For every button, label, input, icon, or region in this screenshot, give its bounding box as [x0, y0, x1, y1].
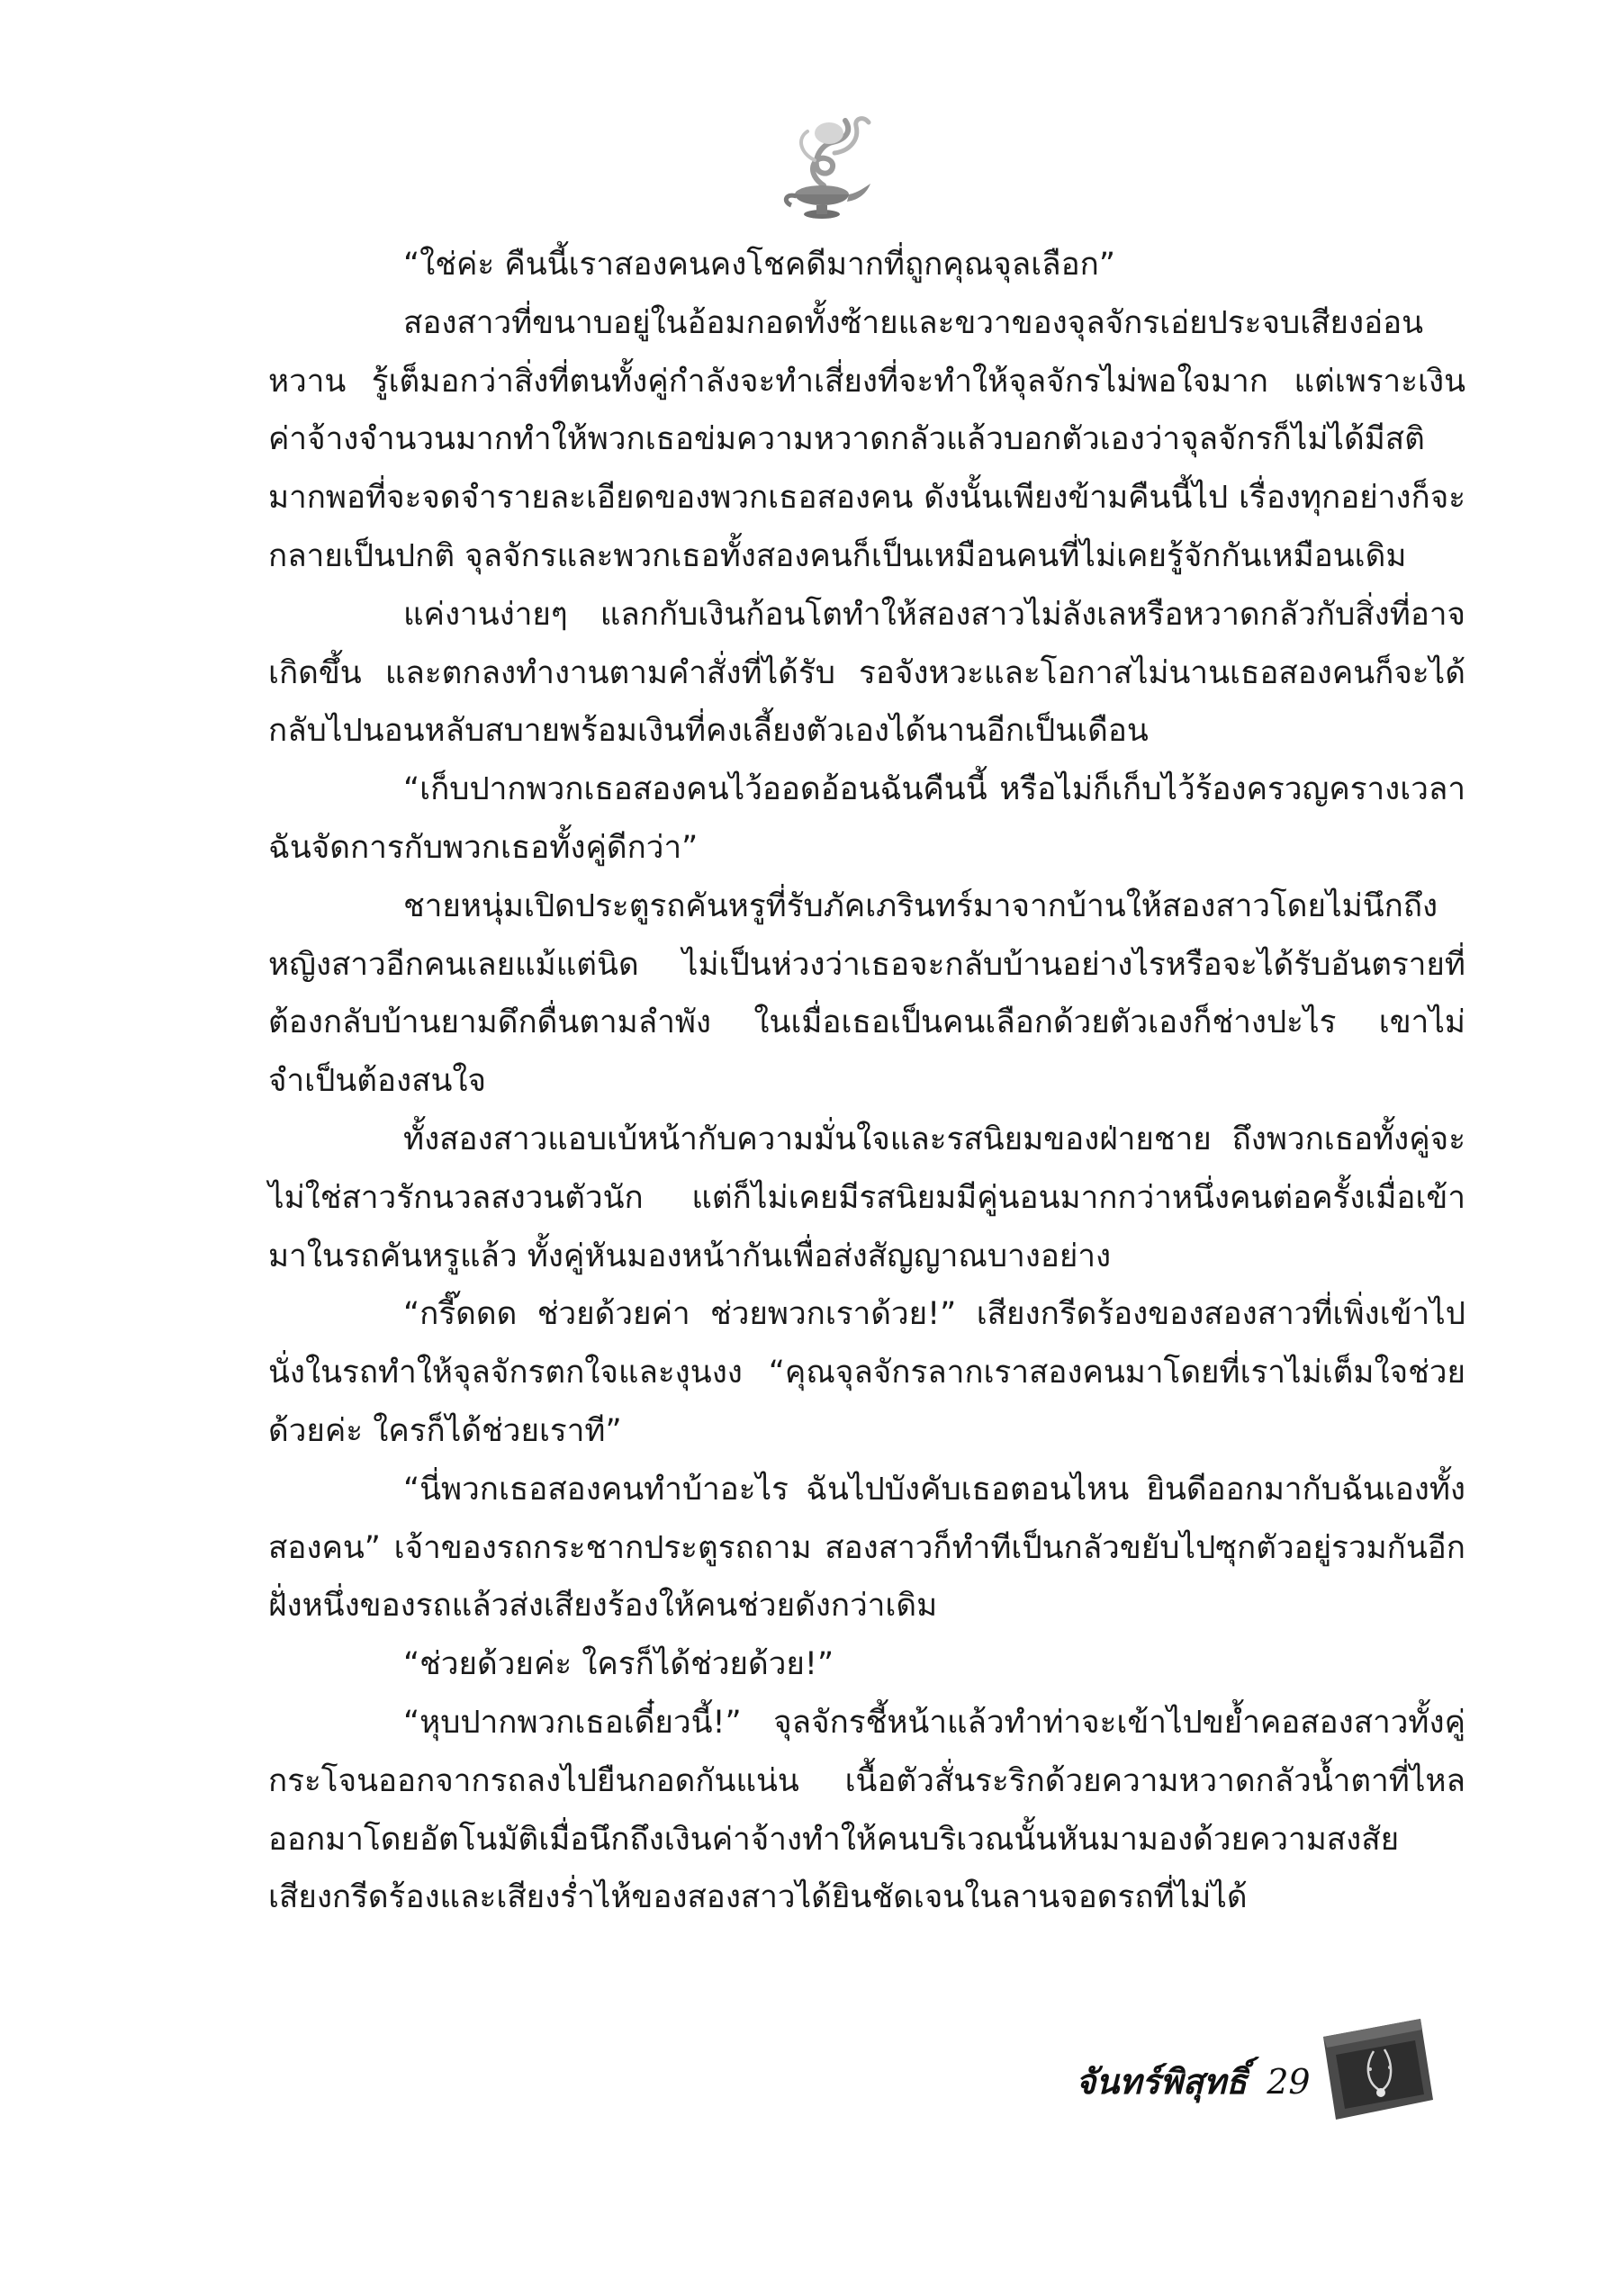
paragraph: “กรี๊ดดด ช่วยด้วยค่า ช่วยพวกเราด้วย!” เสียงกรีดร้องของสองสาวที่เพิ่งเข้าไปนั่งในรถทำให้จุลจักรตกใจและงุนงง “คุณจุลจักรลากเราสองคนมาโดยที่เราไม่เต็มใจช่วยด้วยค่ะ ใครก็ได้ช่วยเราที”	[268, 1296, 1465, 1449]
genie-lamp-icon	[770, 106, 878, 223]
book-title: จันทร์พิสุทธิ์	[1076, 2061, 1248, 2102]
paragraph: “ช่วยด้วยค่ะ ใครก็ได้ช่วยด้วย!”	[403, 1646, 834, 1683]
paragraph: สองสาวที่ขนาบอยู่ในอ้อมกอดทั้งซ้ายและขวาของจุลจักรเอ่ยประจบเสียงอ่อนหวาน รู้เต็มอกว่าสิ่งที่ตนทั้งคู่กำลังจะทำเสี่ยงที่จะทำให้จุลจักรไม่พอใจมาก แต่เพราะเงินค่าจ้างจำนวนมากทำให้พวกเธอข่มความหวาดกลัวแล้วบอกตัวเองว่าจุลจักรก็ไม่ได้มีสติมากพอที่จะจดจำรายละเอียดของพวกเธอสองคน ดังนั้นเพียงข้ามคืนนี้ไป เรื่องทุกอย่างก็จะกลายเป็นปกติ จุลจักรและพวกเธอทั้งสองคนก็เป็นเหมือนคนที่ไม่เคยรู้จักกันเหมือนเดิม	[268, 304, 1465, 574]
page-footer	[1076, 2054, 1311, 2109]
body-text	[268, 236, 1465, 1927]
paragraph: “หุบปากพวกเธอเดี๋ยวนี้!” จุลจักรชี้หน้าแล้วทำท่าจะเข้าไปขย้ำคอสองสาวทั้งคู่กระโจนออกจากรถลงไปยืนกอดกันแน่น เนื้อตัวสั่นระริกด้วยความหวาดกลัวน้ำตาที่ไหลออกมาโดยอัตโนมัติเมื่อนึกถึงเงินค่าจ้างทำให้คนบริเวณนั้นหันมามองด้วยความสงสัย เสียงกรีดร้องและเสียงร่ำไห้ของสองสาวได้ยินชัดเจนในลานจอดรถที่ไม่ได้	[268, 1704, 1465, 1916]
paragraph: “ใช่ค่ะ คืนนี้เราสองคนคงโชคดีมากที่ถูกคุณจุลเลือก”	[403, 247, 1115, 283]
paragraph: แค่งานง่ายๆ แลกกับเงินก้อนโตทำให้สองสาวไม่ลังเลหรือหวาดกลัวกับสิ่งที่อาจเกิดขึ้น และตกลงทำงานตามคำสั่งที่ได้รับ รอจังหวะและโอกาสไม่นานเธอสองคนก็จะได้กลับไปนอนหลับสบายพร้อมเงินที่คงเลี้ยงตัวเองได้นานอีกเป็นเดือน	[268, 596, 1465, 750]
paragraph: ทั้งสองสาวแอบเบ้หน้ากับความมั่นใจและรสนิยมของฝ่ายชาย ถึงพวกเธอทั้งคู่จะไม่ใช่สาวรักนวลสงวนตัวนัก แต่ก็ไม่เคยมีรสนิยมมีคู่นอนมากกว่าหนึ่งคนต่อครั้งเมื่อเข้ามาในรถคันหรูแล้ว ทั้งคู่หันมองหน้ากันเพื่อส่งสัญญาณบางอย่าง	[268, 1121, 1465, 1274]
paragraph: ชายหนุ่มเปิดประตูรถคันหรูที่รับภัคเภรินทร์มาจากบ้านให้สองสาวโดยไม่นึกถึงหญิงสาวอีกคนเลยแม้แต่นิด ไม่เป็นห่วงว่าเธอจะกลับบ้านอย่างไรหรือจะได้รับอันตรายที่ต้องกลับบ้านยามดึกดื่นตามลำพัง ในเมื่อเธอเป็นคนเลือกด้วยตัวเองก็ช่างปะไร เขาไม่จำเป็นต้องสนใจ	[268, 887, 1465, 1100]
paragraph: “นี่พวกเธอสองคนทำบ้าอะไร ฉันไปบังคับเธอตอนไหน ยินดีออกมากับฉันเองทั้งสองคน” เจ้าของรถกระชากประตูรถถาม สองสาวก็ทำทีเป็นกลัวขยับไปซุกตัวอยู่รวมกันอีกฝั่งหนึ่งของรถแล้วส่งเสียงร้องให้คนช่วยดังกว่าเดิม	[268, 1471, 1465, 1625]
page-number: 29	[1267, 2062, 1311, 2102]
paragraph: “เก็บปากพวกเธอสองคนไว้ออดอ้อนฉันคืนนี้ หรือไม่ก็เก็บไว้ร้องครวญครางเวลาฉันจัดการกับพวกเธอทั้งคู่ดีกว่า”	[268, 771, 1465, 866]
jewelry-box-icon	[1314, 2012, 1440, 2124]
